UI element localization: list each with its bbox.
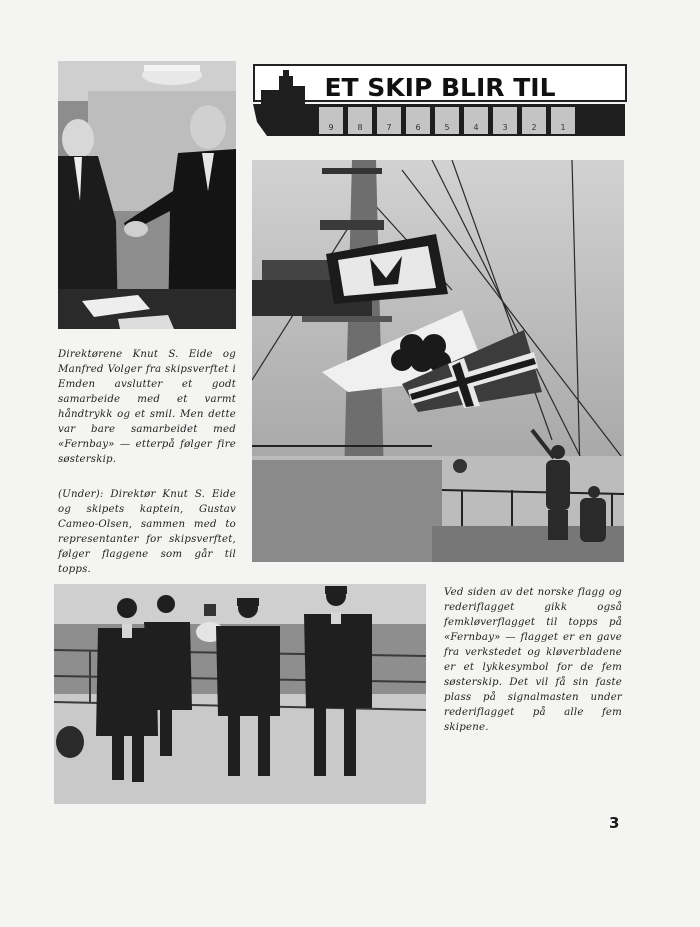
series-banner	[253, 64, 627, 138]
directors-caption	[58, 347, 236, 467]
mast-flags-illustration	[252, 160, 624, 562]
stage-label: 2	[531, 123, 537, 132]
stage-label: 5	[444, 123, 450, 132]
deck-photo	[54, 584, 426, 804]
stage-label: 6	[415, 123, 421, 132]
under-caption	[58, 487, 236, 577]
deck-illustration	[54, 584, 426, 804]
handshake-illustration	[58, 61, 236, 329]
stage-label: 3	[502, 123, 508, 132]
stage-label: 9	[328, 123, 334, 132]
under-caption-text: (Under): Direktør Knut S. Eide og skipets kaptein, Gustav Cameo-Olsen, sammen med to representanter for skipsverftet, følger flaggene som går til topps.	[58, 489, 236, 575]
stage-label: 4	[473, 123, 479, 132]
stage-label: 1	[560, 123, 566, 132]
stage-label: 7	[386, 123, 392, 132]
directors-caption-text: Direktørene Knut S. Eide og Manfred Volger fra skipsverftet i Emden avslutter et godt samarbeide med et varmt håndtrykk og et smil. Men dette var bare samarbeidet med «Fernbay» — etterpå følger fire søsterskip.	[58, 349, 236, 465]
handshake-photo	[58, 61, 236, 329]
banner-title: ET SKIP BLIR TIL	[324, 73, 556, 102]
page-number: 3	[609, 814, 620, 832]
flags-caption-text: Ved siden av det norske flagg og rederiflagget gikk også femkløverflagget til topps på «Fernbay» — flagget er en gave fra verkstedet og kløverbladene er et lykkesymbol for de fem søsterskip. Det vil få sin faste plass på signalmasten under rederiflagget på alle fem skipene.	[444, 587, 622, 733]
stage-label: 8	[357, 123, 363, 132]
mast-flags-photo	[252, 160, 624, 562]
flags-caption	[444, 585, 622, 735]
